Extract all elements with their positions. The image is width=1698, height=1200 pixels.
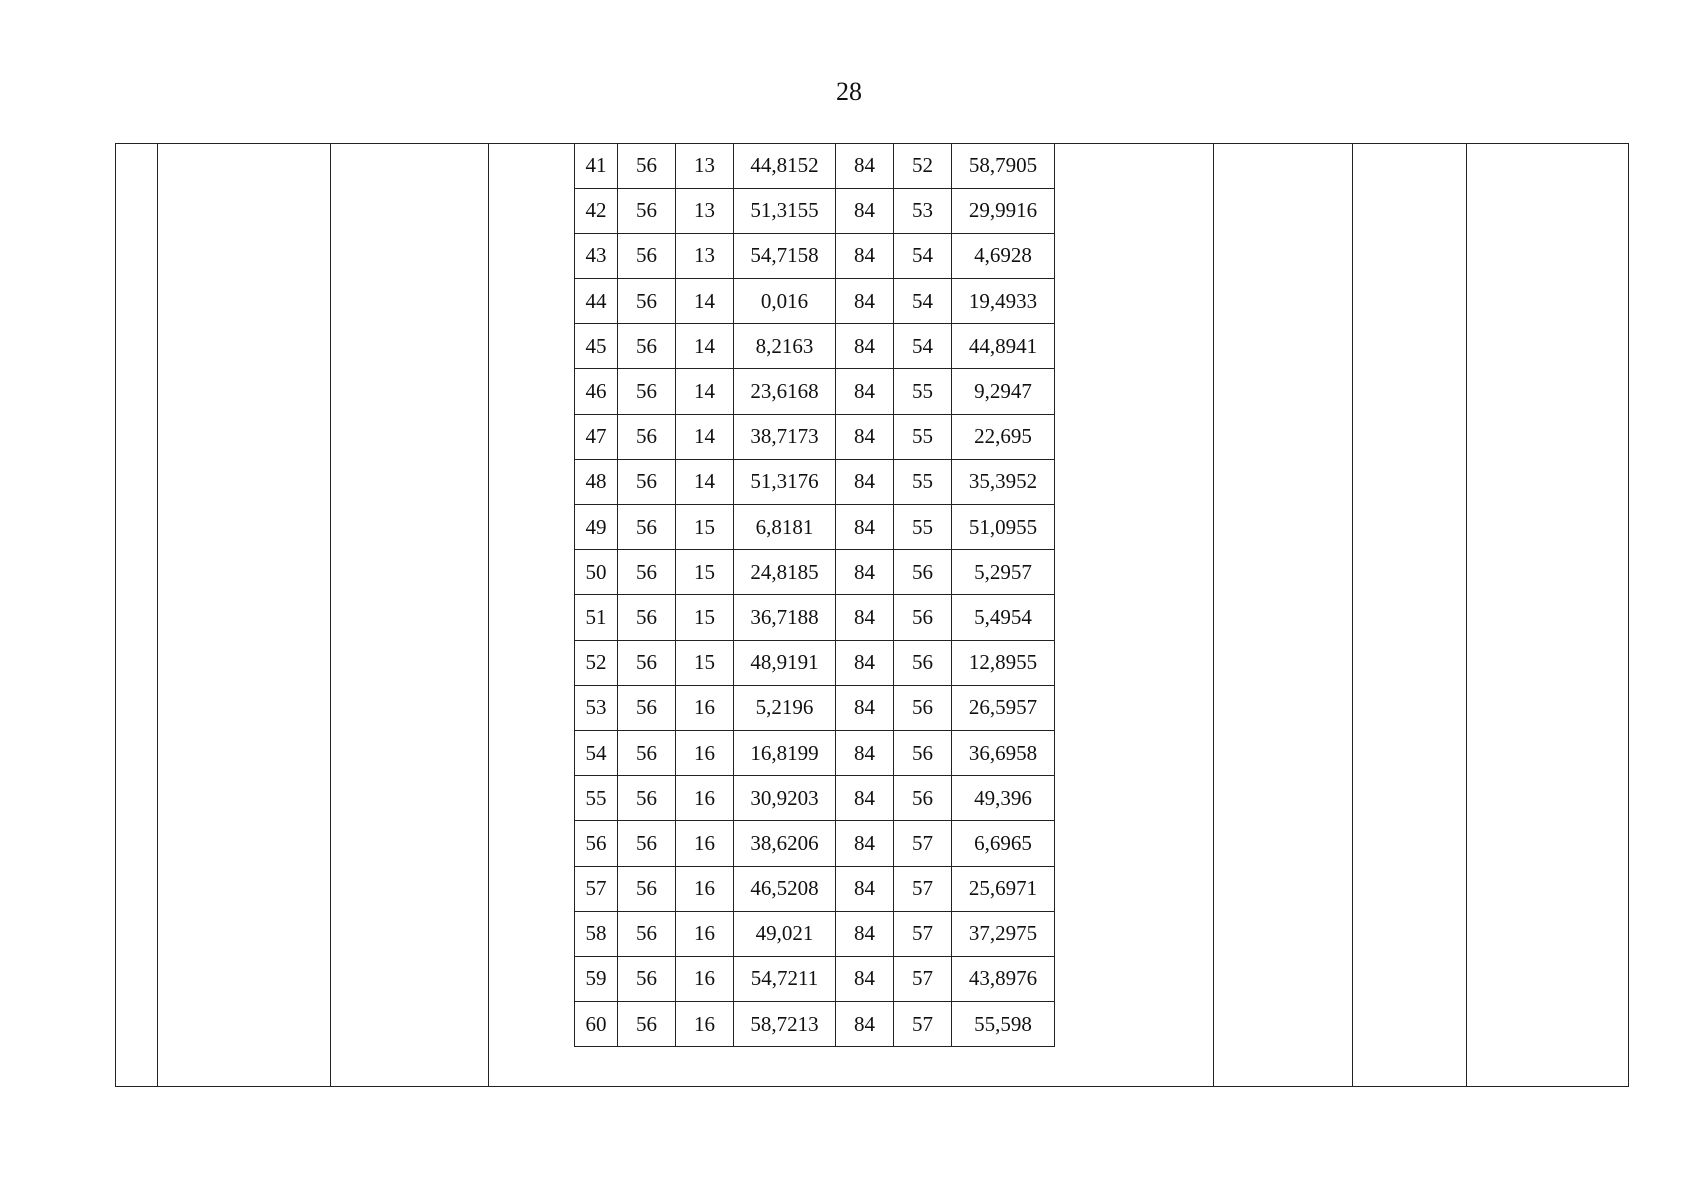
table-cell: 9,2947: [952, 369, 1055, 414]
table-cell: 56: [618, 233, 676, 278]
table-cell: 16: [676, 821, 734, 866]
table-cell: 36,6958: [952, 730, 1055, 775]
table-cell: 16: [676, 685, 734, 730]
table-cell: 84: [836, 866, 894, 911]
table-cell: 5,2957: [952, 550, 1055, 595]
table-cell: 84: [836, 550, 894, 595]
table-cell: 56: [618, 730, 676, 775]
table-cell: 56: [894, 550, 952, 595]
table-cell: 13: [676, 143, 734, 188]
table-cell: 84: [836, 821, 894, 866]
column-divider: [1466, 144, 1467, 1086]
table-cell: 26,5957: [952, 685, 1055, 730]
table-cell: 55,598: [952, 1002, 1055, 1047]
table-cell: 56: [894, 685, 952, 730]
table-cell: 29,9916: [952, 188, 1055, 233]
table-cell: 84: [836, 279, 894, 324]
table-cell: 16: [676, 911, 734, 956]
table-row: [575, 279, 1055, 324]
table-cell: 36,7188: [734, 595, 836, 640]
table-cell: 54,7158: [734, 233, 836, 278]
table-cell: 4,6928: [952, 233, 1055, 278]
table-row: [575, 414, 1055, 459]
table-cell: 54: [575, 730, 618, 775]
table-cell: 84: [836, 324, 894, 369]
table-row: [575, 1002, 1055, 1047]
table-cell: 47: [575, 414, 618, 459]
table-cell: 54,7211: [734, 956, 836, 1001]
table-cell: 84: [836, 911, 894, 956]
table-cell: 24,8185: [734, 550, 836, 595]
table-cell: 44,8941: [952, 324, 1055, 369]
table-cell: 13: [676, 233, 734, 278]
table-row: [575, 866, 1055, 911]
table-row: [575, 324, 1055, 369]
table-cell: 16: [676, 866, 734, 911]
table-cell: 84: [836, 369, 894, 414]
table-row: [575, 821, 1055, 866]
table-cell: 56: [618, 685, 676, 730]
table-cell: 15: [676, 550, 734, 595]
table-row: [575, 369, 1055, 414]
table-cell: 84: [836, 595, 894, 640]
table-cell: 56: [618, 414, 676, 459]
page-number: 28: [836, 77, 862, 106]
column-divider: [157, 144, 158, 1086]
table-cell: 56: [894, 776, 952, 821]
table-cell: 84: [836, 685, 894, 730]
table-cell: 23,6168: [734, 369, 836, 414]
table-cell: 51,0955: [952, 505, 1055, 550]
column-divider: [1352, 144, 1353, 1086]
column-divider: [488, 144, 489, 1086]
table-row: [575, 640, 1055, 685]
table-cell: 19,4933: [952, 279, 1055, 324]
coordinates-table-body: [575, 143, 1055, 1047]
table-cell: 56: [575, 821, 618, 866]
table-cell: 16: [676, 1002, 734, 1047]
table-cell: 56: [618, 866, 676, 911]
table-cell: 56: [618, 324, 676, 369]
table-cell: 56: [618, 369, 676, 414]
table-cell: 57: [894, 821, 952, 866]
table-cell: 56: [618, 956, 676, 1001]
table-cell: 54: [894, 279, 952, 324]
table-cell: 38,7173: [734, 414, 836, 459]
table-cell: 84: [836, 1002, 894, 1047]
table-row: [575, 233, 1055, 278]
table-cell: 45: [575, 324, 618, 369]
table-cell: 58,7905: [952, 143, 1055, 188]
table-cell: 16: [676, 776, 734, 821]
table-cell: 6,6965: [952, 821, 1055, 866]
table-cell: 51,3155: [734, 188, 836, 233]
table-cell: 84: [836, 505, 894, 550]
table-cell: 55: [894, 505, 952, 550]
table-cell: 13: [676, 188, 734, 233]
table-cell: 55: [894, 414, 952, 459]
table-cell: 55: [894, 459, 952, 504]
table-cell: 56: [894, 640, 952, 685]
table-cell: 38,6206: [734, 821, 836, 866]
table-cell: 43,8976: [952, 956, 1055, 1001]
table-cell: 14: [676, 459, 734, 504]
table-cell: 56: [618, 640, 676, 685]
table-cell: 41: [575, 143, 618, 188]
table-cell: 84: [836, 956, 894, 1001]
table-cell: 56: [618, 459, 676, 504]
table-cell: 44: [575, 279, 618, 324]
table-cell: 14: [676, 414, 734, 459]
table-cell: 55: [575, 776, 618, 821]
coordinates-table: [574, 143, 1055, 1048]
table-frame: [115, 143, 1629, 1087]
table-cell: 59: [575, 956, 618, 1001]
table-cell: 35,3952: [952, 459, 1055, 504]
table-cell: 56: [618, 595, 676, 640]
table-cell: 49,021: [734, 911, 836, 956]
table-cell: 49,396: [952, 776, 1055, 821]
table-cell: 56: [618, 1002, 676, 1047]
table-cell: 56: [618, 188, 676, 233]
table-cell: 53: [575, 685, 618, 730]
table-row: [575, 459, 1055, 504]
table-cell: 57: [894, 956, 952, 1001]
table-row: [575, 776, 1055, 821]
table-cell: 12,8955: [952, 640, 1055, 685]
table-cell: 52: [894, 143, 952, 188]
table-cell: 60: [575, 1002, 618, 1047]
table-cell: 84: [836, 414, 894, 459]
table-cell: 48: [575, 459, 618, 504]
table-cell: 46: [575, 369, 618, 414]
table-cell: 55: [894, 369, 952, 414]
table-row: [575, 730, 1055, 775]
table-cell: 14: [676, 324, 734, 369]
table-cell: 8,2163: [734, 324, 836, 369]
table-cell: 58,7213: [734, 1002, 836, 1047]
table-cell: 44,8152: [734, 143, 836, 188]
table-cell: 48,9191: [734, 640, 836, 685]
table-cell: 15: [676, 505, 734, 550]
table-cell: 49: [575, 505, 618, 550]
table-cell: 53: [894, 188, 952, 233]
table-cell: 84: [836, 459, 894, 504]
table-cell: 57: [894, 911, 952, 956]
table-cell: 57: [894, 1002, 952, 1047]
table-cell: 16: [676, 730, 734, 775]
table-cell: 51,3176: [734, 459, 836, 504]
table-cell: 14: [676, 279, 734, 324]
table-cell: 0,016: [734, 279, 836, 324]
table-cell: 57: [575, 866, 618, 911]
table-row: [575, 550, 1055, 595]
table-cell: 56: [618, 776, 676, 821]
table-cell: 16: [676, 956, 734, 1001]
table-cell: 22,695: [952, 414, 1055, 459]
table-cell: 84: [836, 233, 894, 278]
table-cell: 37,2975: [952, 911, 1055, 956]
table-cell: 54: [894, 233, 952, 278]
column-divider: [330, 144, 331, 1086]
table-row: [575, 956, 1055, 1001]
table-cell: 56: [894, 595, 952, 640]
table-row: [575, 188, 1055, 233]
table-cell: 84: [836, 776, 894, 821]
table-cell: 50: [575, 550, 618, 595]
table-cell: 84: [836, 188, 894, 233]
table-row: [575, 505, 1055, 550]
table-cell: 56: [618, 550, 676, 595]
table-cell: 15: [676, 640, 734, 685]
table-cell: 15: [676, 595, 734, 640]
table-cell: 84: [836, 143, 894, 188]
table-cell: 46,5208: [734, 866, 836, 911]
table-cell: 30,9203: [734, 776, 836, 821]
table-cell: 5,4954: [952, 595, 1055, 640]
table-cell: 54: [894, 324, 952, 369]
table-cell: 56: [894, 730, 952, 775]
table-row: [575, 911, 1055, 956]
table-cell: 42: [575, 188, 618, 233]
table-cell: 16,8199: [734, 730, 836, 775]
table-cell: 56: [618, 279, 676, 324]
table-cell: 6,8181: [734, 505, 836, 550]
table-cell: 84: [836, 640, 894, 685]
table-cell: 57: [894, 866, 952, 911]
table-cell: 58: [575, 911, 618, 956]
table-row: [575, 595, 1055, 640]
table-cell: 56: [618, 505, 676, 550]
column-divider: [1213, 144, 1214, 1086]
table-cell: 43: [575, 233, 618, 278]
table-row: [575, 143, 1055, 188]
table-cell: 56: [618, 821, 676, 866]
table-cell: 84: [836, 730, 894, 775]
table-cell: 51: [575, 595, 618, 640]
table-cell: 5,2196: [734, 685, 836, 730]
table-cell: 56: [618, 911, 676, 956]
table-cell: 52: [575, 640, 618, 685]
table-cell: 25,6971: [952, 866, 1055, 911]
table-row: [575, 685, 1055, 730]
table-cell: 14: [676, 369, 734, 414]
table-cell: 56: [618, 143, 676, 188]
